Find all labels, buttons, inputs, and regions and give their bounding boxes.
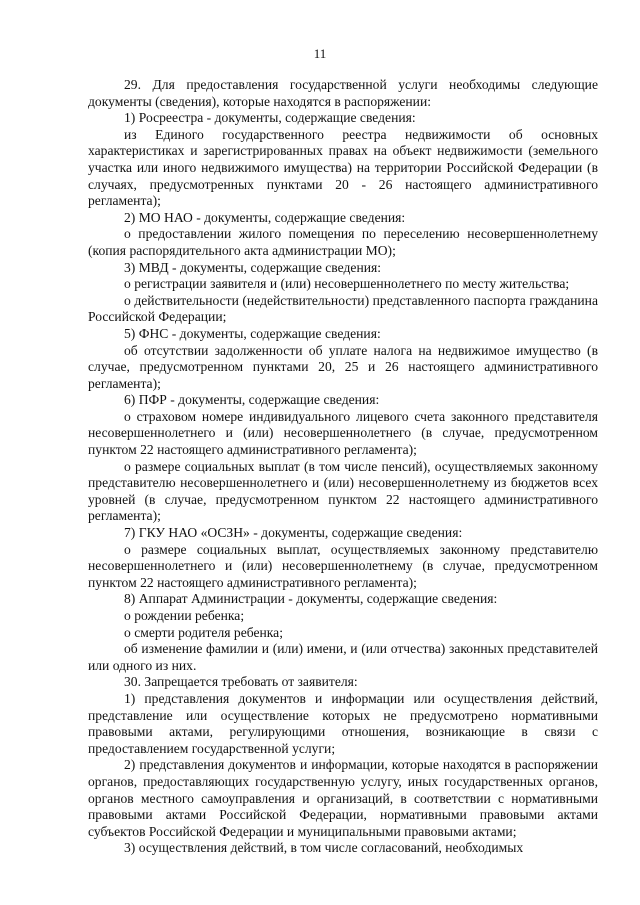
- paragraph: 1) Росреестра - документы, содержащие сведения:: [124, 110, 416, 126]
- paragraph: 29. Для предоставления государственной услуги необходимы следующие документы (сведения), которые находятся в распоряжении:: [88, 77, 598, 109]
- paragraph: 8) Аппарат Администрации - документы, содержащие сведения:: [124, 591, 498, 607]
- paragraph: 1) представления документов и информации или осуществления действий, представление или осуществление которых не предусмотрено нормативными правовыми актами, регулирующими отношения, возникающие в связи с предоставлением государственной услуги;: [88, 690, 598, 756]
- paragraph: 2) МО НАО - документы, содержащие сведения:: [124, 209, 406, 225]
- paragraph: 3) осуществления действий, в том числе согласований, необходимых: [124, 840, 524, 856]
- paragraph: о страховом номере индивидуального лицевого счета законного представителя несовершеннолетнего и (или) несовершеннолетнего (в случае, предусмотренном пунктом 22 настоящего административного регламента);: [88, 408, 598, 458]
- paragraph: 5) ФНС - документы, содержащие сведения:: [124, 325, 381, 341]
- page-number: 11: [313, 46, 327, 61]
- paragraph: из Единого государственного реестра недвижимости об основных характеристиках и зарегистрированных правах на объект недвижимости (земельного участка или иного недвижимого имущества) на территории Российской Федерации (в случаях, предусмотренных пунктами 20 - 26 настоящего административного регламента);: [88, 126, 598, 209]
- paragraph: о регистрации заявителя и (или) несовершеннолетнего по месту жительства;: [124, 276, 570, 292]
- document-body: [88, 77, 598, 857]
- paragraph: 3) МВД - документы, содержащие сведения:: [124, 259, 382, 275]
- paragraph: 30. Запрещается требовать от заявителя:: [124, 674, 358, 690]
- paragraph: 6) ПФР - документы, содержащие сведения:: [124, 392, 380, 408]
- paragraph: 2) представления документов и информации, которые находятся в распоряжении органов, предоставляющих государственную услугу, иных государственных органов, органов местного самоуправления и организаций, в соответствии с нормативными правовыми актами Российской Федерации, нормативными правовыми актами субъектов Российской Федерации и муниципальными правовыми актами;: [88, 757, 598, 839]
- paragraph: 7) ГКУ НАО «ОСЗН» - документы, содержащие сведения:: [124, 525, 463, 541]
- paragraph: о смерти родителя ребенка;: [124, 624, 283, 640]
- paragraph: о рождении ребенка;: [124, 608, 245, 623]
- paragraph: о действительности (недействительности) представленного паспорта гражданина Российской Федерации;: [88, 292, 598, 325]
- paragraph: о размере социальных выплат, осуществляемых законному представителю несовершеннолетнего и (или) несовершеннолетнему (в случае, предусмотренном пунктом 22 настоящего административного регламента);: [88, 541, 598, 590]
- paragraph: об изменение фамилии и (или) имени, и (или отчества) законных представителей или одного из них.: [88, 641, 598, 673]
- paragraph: о предоставлении жилого помещения по переселению несовершеннолетнему (копия распорядительного акта администрации МО);: [88, 226, 598, 258]
- paragraph: об отсутствии задолженности об уплате налога на недвижимое имущество (в случае, предусмотренном пунктами 20, 25 и 26 настоящего административного регламента);: [88, 342, 598, 391]
- paragraph: о размере социальных выплат (в том числе пенсий), осуществляемых законному представителю несовершеннолетнего и (или) несовершеннолетнему из бюджетов всех уровней (в случае, предусмотренном пунктом 22 настоящего административного регламента);: [88, 458, 598, 524]
